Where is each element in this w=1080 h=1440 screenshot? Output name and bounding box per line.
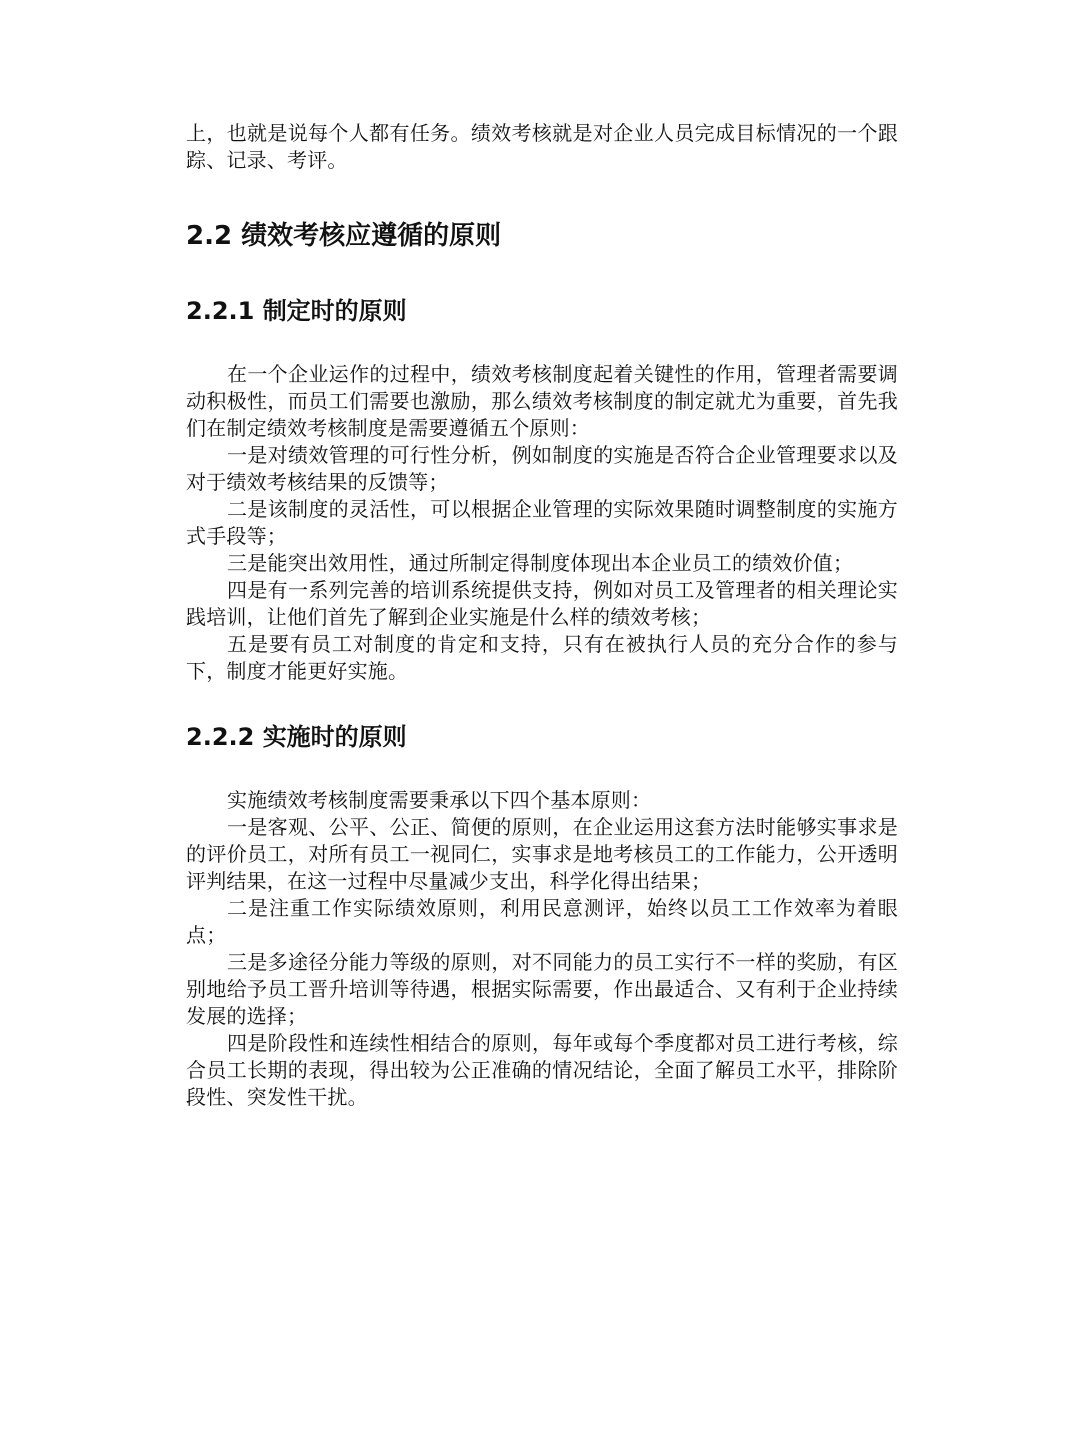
section-2-2-1-paragraph: 三是能突出效用性，通过所制定得制度体现出本企业员工的绩效价值； xyxy=(227,551,854,575)
section-2-2-2-paragraph: 一是客观、公平、公正、简便的原则，在企业运用这套方法时能够实事求是的评价员工，对所有员工一视同仁，实事求是地考核员工的工作能力，公开透明评判结果，在这一过程中尽量减少支出，科学化得出结果； xyxy=(186,815,898,893)
section-2-2-1-paragraph: 四是有一系列完善的培训系统提供支持，例如对员工及管理者的相关理论实践培训，让他们首先了解到企业实施是什么样的绩效考核； xyxy=(186,578,898,629)
section-2-2-1-heading: 2.2.1 制定时的原则 xyxy=(186,297,407,325)
section-2-2-heading: 2.2 绩效考核应遵循的原则 xyxy=(186,221,502,251)
section-2-2-1-paragraph: 五是要有员工对制度的肯定和支持，只有在被执行人员的充分合作的参与下，制度才能更好实施。 xyxy=(186,632,898,683)
intro-paragraph: 上，也就是说每个人都有任务。绩效考核就是对企业人员完成目标情况的一个跟踪、记录、考评。 xyxy=(186,121,898,172)
document-content xyxy=(186,120,898,1111)
spacer xyxy=(186,327,898,361)
section-2-2-2-paragraph: 实施绩效考核制度需要秉承以下四个基本原则： xyxy=(227,788,652,812)
section-2-2-2-paragraph: 四是阶段性和连续性相结合的原则，每年或每个季度都对员工进行考核，综合员工长期的表现，得出较为公正准确的情况结论，全面了解员工水平，排除阶段性、突发性干扰。 xyxy=(186,1031,898,1109)
section-2-2-2-paragraph: 三是多途径分能力等级的原则，对不同能力的员工实行不一样的奖励，有区别地给予员工晋升培训等待遇，根据实际需要，作出最适合、又有利于企业持续发展的选择； xyxy=(186,950,898,1028)
spacer xyxy=(186,174,898,219)
section-2-2-2-paragraph: 二是注重工作实际绩效原则，利用民意测评，始终以员工工作效率为着眼点； xyxy=(186,896,898,947)
spacer xyxy=(186,753,898,787)
section-2-2-1-paragraph: 二是该制度的灵活性，可以根据企业管理的实际效果随时调整制度的实施方式手段等； xyxy=(186,497,898,548)
spacer xyxy=(186,253,898,295)
section-2-2-1-paragraph: 在一个企业运作的过程中，绩效考核制度起着关键性的作用，管理者需要调动积极性，而员工们需要也激励，那么绩效考核制度的制定就尤为重要，首先我们在制定绩效考核制度是需要遵循五个原则： xyxy=(186,362,898,440)
spacer xyxy=(186,685,898,721)
section-2-2-1-paragraph: 一是对绩效管理的可行性分析，例如制度的实施是否符合企业管理要求以及对于绩效考核结果的反馈等； xyxy=(186,443,898,494)
section-2-2-2-heading: 2.2.2 实施时的原则 xyxy=(186,723,407,751)
